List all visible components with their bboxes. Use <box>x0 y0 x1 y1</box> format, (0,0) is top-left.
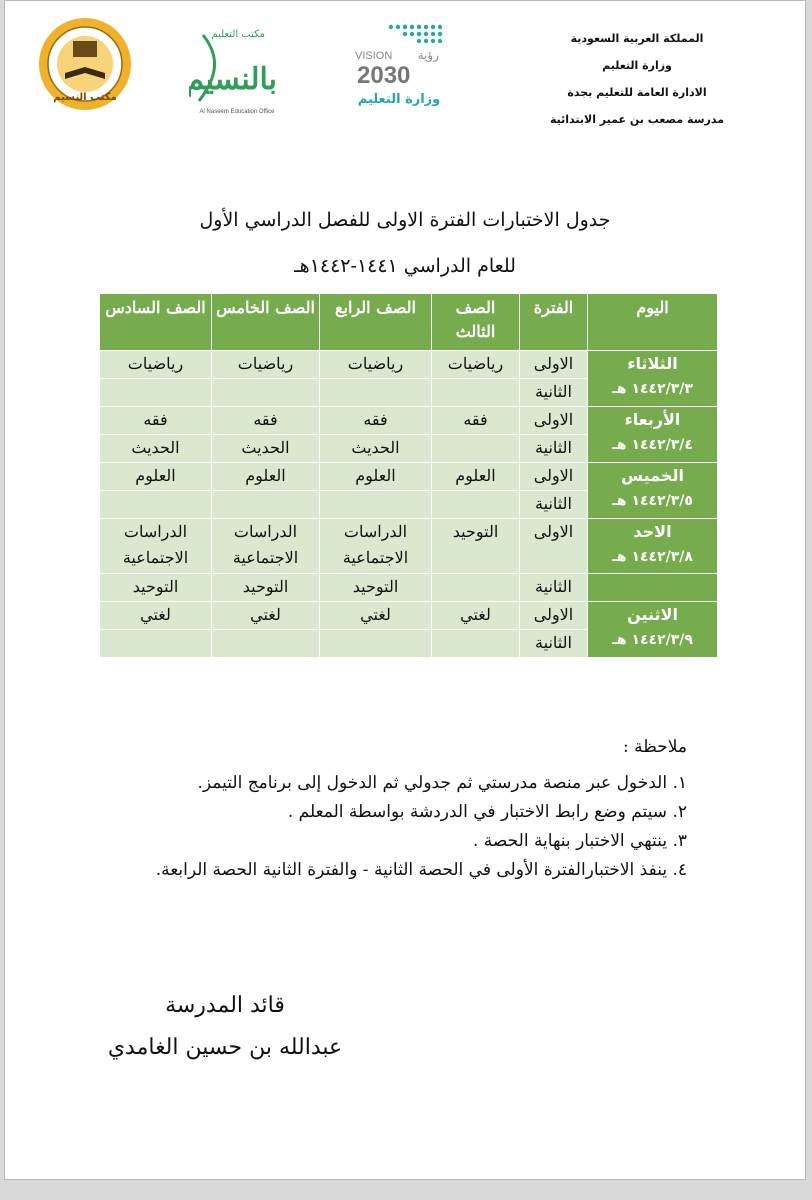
header-period: الفترة <box>520 294 588 351</box>
grade3-cell: فقه <box>432 407 520 435</box>
period-cell: الثانية <box>520 630 588 658</box>
table-row <box>100 519 718 574</box>
note-item: ١. الدخول عبر منصة مدرستي ثم جدولي ثم الدخول إلى برنامج التيمز. <box>197 773 687 793</box>
table-row <box>100 463 718 491</box>
notes-list <box>47 769 687 885</box>
grade3-cell: التوحيد <box>432 519 520 574</box>
day-name: الثلاثاء <box>627 354 678 373</box>
grade3-cell: رياضيات <box>432 351 520 379</box>
day-cell <box>588 602 718 658</box>
day-cell-empty <box>588 574 718 602</box>
grade6-cell: رياضيات <box>100 351 212 379</box>
grade6-cell: العلوم <box>100 463 212 491</box>
day-name: الاحد <box>633 522 672 541</box>
day-cell <box>588 351 718 407</box>
naseem-office-logo <box>189 15 285 119</box>
country-name: المملكة العربية السعودية <box>570 32 704 45</box>
grade3-cell <box>432 630 520 658</box>
grade3-cell: العلوم <box>432 463 520 491</box>
header-grade4: الصف الرابع <box>320 294 432 351</box>
table-row <box>100 407 718 435</box>
period-cell: الثانية <box>520 435 588 463</box>
signature-role: قائد المدرسة <box>165 993 285 1018</box>
header-grade3: الصف الثالث <box>432 294 520 351</box>
grade4-cell: لغتي <box>320 602 432 630</box>
note-item: ٢. سيتم وضع رابط الاختبار في الدردشة بواسطة المعلم . <box>287 802 687 822</box>
grade6-cell <box>100 379 212 407</box>
period-cell: الاولى <box>520 407 588 435</box>
school-name: مدرسة مصعب بن عمير الابتدائية <box>549 113 725 126</box>
grade4-cell <box>320 379 432 407</box>
grade6-cell: لغتي <box>100 602 212 630</box>
period-cell: الاولى <box>520 602 588 630</box>
header-grade6: الصف السادس <box>100 294 212 351</box>
notes-section <box>47 737 687 885</box>
letterhead <box>537 25 737 133</box>
grade3-cell <box>432 491 520 519</box>
grade4-cell: فقه <box>320 407 432 435</box>
period-cell: الاولى <box>520 519 588 574</box>
grade5-cell <box>212 630 320 658</box>
grade6-cell <box>100 630 212 658</box>
grade3-cell <box>432 574 520 602</box>
grade3-cell: لغتي <box>432 602 520 630</box>
svg-text:بالنسيم: بالنسيم <box>189 62 277 97</box>
vision-2030-logo <box>351 19 449 109</box>
grade5-cell: التوحيد <box>212 574 320 602</box>
grade6-cell: الدراسات الاجتماعية <box>100 519 212 574</box>
grade5-cell: الدراسات الاجتماعية <box>212 519 320 574</box>
grade5-cell: الحديث <box>212 435 320 463</box>
period-cell: الاولى <box>520 351 588 379</box>
school-seal-logo <box>35 17 135 113</box>
svg-text:وزارة التعليم: وزارة التعليم <box>357 92 441 107</box>
signature-block <box>65 985 385 1069</box>
table-row <box>100 602 718 630</box>
note-item: ٣. ينتهي الاختبار بنهاية الحصة . <box>473 831 687 851</box>
grade5-cell: العلوم <box>212 463 320 491</box>
header-grade5: الصف الخامس <box>212 294 320 351</box>
svg-text:VISION: VISION <box>355 50 393 62</box>
grade4-cell: رياضيات <box>320 351 432 379</box>
grade4-cell: التوحيد <box>320 574 432 602</box>
period-cell: الثانية <box>520 379 588 407</box>
seal-board-icon <box>73 41 97 57</box>
day-date: ١٤٤٢/٣/٣ هـ <box>612 381 693 397</box>
day-date: ١٤٤٢/٣/٩ هـ <box>612 632 693 648</box>
signature-name: عبدالله بن حسين الغامدي <box>107 1035 343 1060</box>
day-name: الاثنين <box>627 605 678 624</box>
grade6-cell <box>100 491 212 519</box>
day-date: ١٤٤٢/٣/٨ هـ <box>612 549 693 565</box>
note-item: ٤. ينفذ الاختبارالفترة الأولى في الحصة الثانية - والفترة الثانية الحصة الرابعة. <box>155 860 687 880</box>
grade6-cell: الحديث <box>100 435 212 463</box>
day-cell <box>588 407 718 463</box>
day-name: الخميس <box>621 466 684 485</box>
table-row <box>100 574 718 602</box>
grade6-cell: التوحيد <box>100 574 212 602</box>
grade4-cell: العلوم <box>320 463 432 491</box>
table-row <box>100 351 718 379</box>
svg-text:رؤية: رؤية <box>417 48 439 62</box>
day-cell <box>588 519 718 574</box>
page-subtitle: للعام الدراسي ١٤٤١-١٤٤٢هـ <box>294 255 516 277</box>
period-cell: الاولى <box>520 463 588 491</box>
grade5-cell: لغتي <box>212 602 320 630</box>
day-date: ١٤٤٢/٣/٥ هـ <box>612 493 693 509</box>
grade5-cell <box>212 379 320 407</box>
grade4-cell: الدراسات الاجتماعية <box>320 519 432 574</box>
exam-schedule-table <box>99 293 718 658</box>
grade5-cell: فقه <box>212 407 320 435</box>
page-title: جدول الاختبارات الفترة الاولى للفصل الدراسي الأول <box>199 209 611 231</box>
grade5-cell: رياضيات <box>212 351 320 379</box>
svg-text:مكتب التعليم: مكتب التعليم <box>211 29 265 40</box>
svg-text:مكتب النسيم: مكتب النسيم <box>53 92 117 103</box>
svg-text:Al Naseem Education Office: Al Naseem Education Office <box>199 109 275 115</box>
grade5-cell <box>212 491 320 519</box>
notes-title: ملاحظة : <box>623 737 687 757</box>
grade4-cell <box>320 491 432 519</box>
svg-text:2030: 2030 <box>357 62 411 89</box>
period-cell: الثانية <box>520 491 588 519</box>
header-day: اليوم <box>588 294 718 351</box>
day-name: الأربعاء <box>624 410 681 429</box>
day-date: ١٤٤٢/٣/٤ هـ <box>612 437 693 453</box>
grade3-cell <box>432 379 520 407</box>
grade3-cell <box>432 435 520 463</box>
day-cell <box>588 463 718 519</box>
period-cell: الثانية <box>520 574 588 602</box>
document-page <box>4 0 806 1180</box>
ministry-name: وزارة التعليم <box>602 59 672 72</box>
administration-name: الادارة العامة للتعليم بجدة <box>567 86 707 99</box>
grade6-cell: فقه <box>100 407 212 435</box>
grade4-cell: الحديث <box>320 435 432 463</box>
table-header-row <box>100 294 718 351</box>
grade4-cell <box>320 630 432 658</box>
